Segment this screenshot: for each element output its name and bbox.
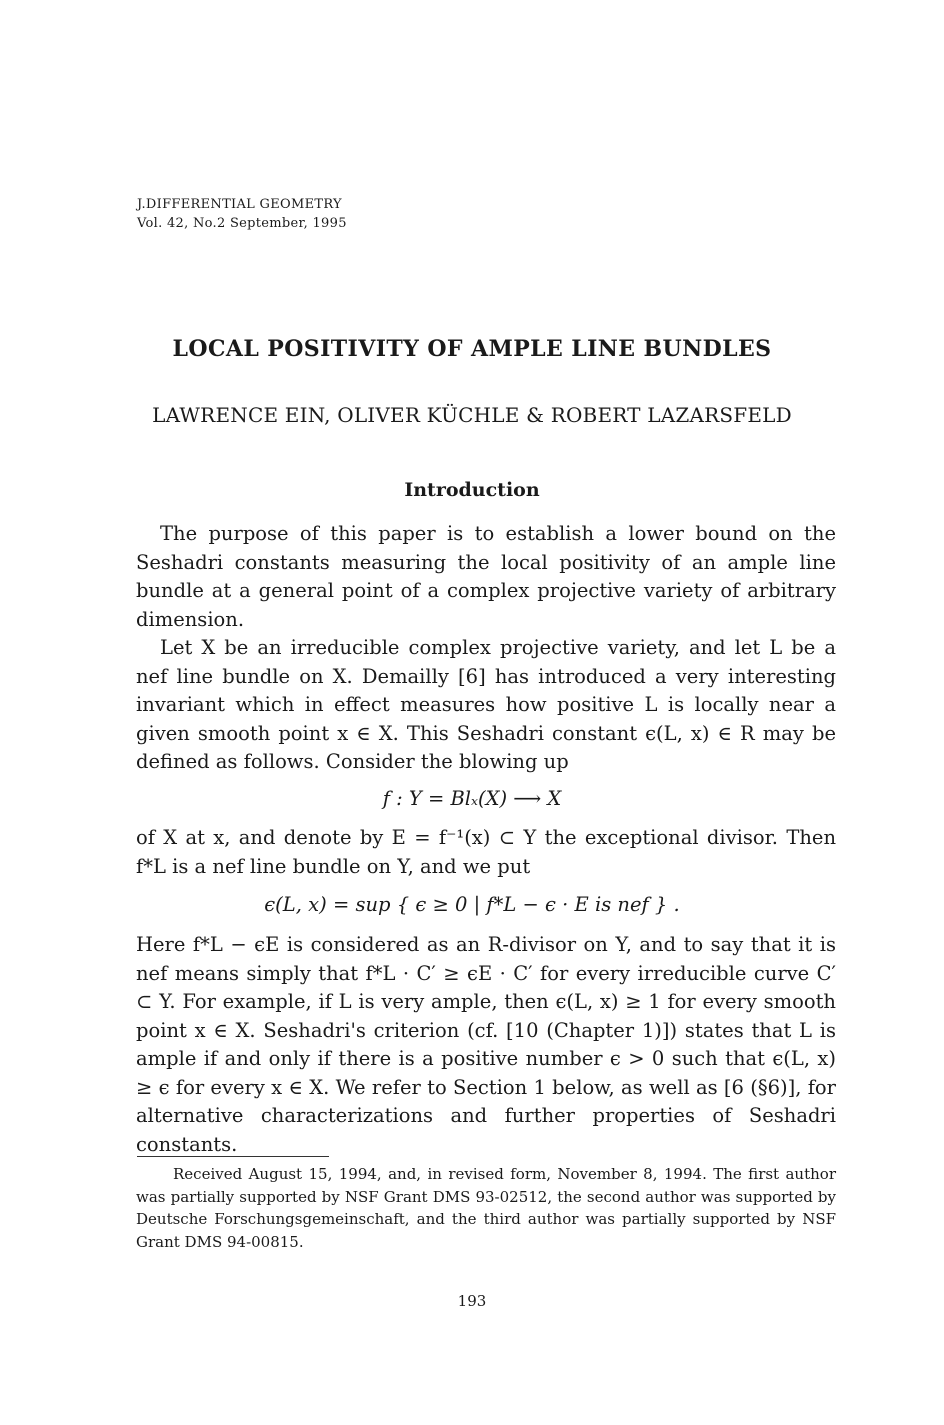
paper-authors: LAWRENCE EIN, OLIVER KÜCHLE & ROBERT LAZARSFELD xyxy=(152,403,792,427)
paragraph-4: Here f*L − ϵE is considered as an R-divisor on Y, and to say that it is nef means simply that f*L · C′ ≥ ϵE · C′ for every irreducible curve C′ ⊂ Y. For example, if L is very ample, then ϵ(L, x) ≥ 1 for every smooth point x ∈ X. Seshadri's criterion (cf. [10 (Chapter 1)]) states that L is ample if and only if there is a positive number ϵ > 0 such that ϵ(L, x) ≥ ϵ for every x ∈ X. We refer to Section 1 below, as well as [6 (§6)], for alternative characterizations and further properties of Seshadri constants. xyxy=(136,933,836,1156)
paper-title: LOCAL POSITIVITY OF AMPLE LINE BUNDLES xyxy=(172,336,772,362)
page-number: 193 xyxy=(457,1292,487,1310)
footnote-rule xyxy=(137,1156,329,1157)
equation-blowup: f : Y = Blₓ(X) ⟶ X xyxy=(382,787,562,810)
section-heading: Introduction xyxy=(404,479,540,501)
journal-name: J.DIFFERENTIAL GEOMETRY xyxy=(137,197,342,212)
paragraph-3: of X at x, and denote by E = f⁻¹(x) ⊂ Y the exceptional divisor. Then f*L is a nef line bundle on Y, and we put xyxy=(136,826,836,878)
equation-seshadri: ϵ(L, x) = sup { ϵ ≥ 0 | f*L − ϵ · E is nef } . xyxy=(264,893,680,916)
footnote: Received August 15, 1994, and, in revised form, November 8, 1994. The first author was partially supported by NSF Grant DMS 93-02512, the second author was supported by Deutsche Forschungsgemeinschaft, and the third author was partially supported by NSF Grant DMS 94-00815. xyxy=(136,1165,836,1251)
paragraph-2: Let X be an irreducible complex projective variety, and let L be a nef line bundle on X. Demailly [6] has introduced a very interesting invariant which in effect measures how positive L is locally near a given smooth point x ∈ X. This Seshadri constant ϵ(L, x) ∈ R may be defined as follows. Consider the blowing up xyxy=(136,636,836,773)
journal-volume: Vol. 42, No.2 September, 1995 xyxy=(137,216,347,231)
journal-header xyxy=(137,195,347,233)
paragraph-1: The purpose of this paper is to establish a lower bound on the Seshadri constants measuring the local positivity of an ample line bundle at a general point of a complex projective variety of arbitrary dimension. xyxy=(136,522,836,631)
